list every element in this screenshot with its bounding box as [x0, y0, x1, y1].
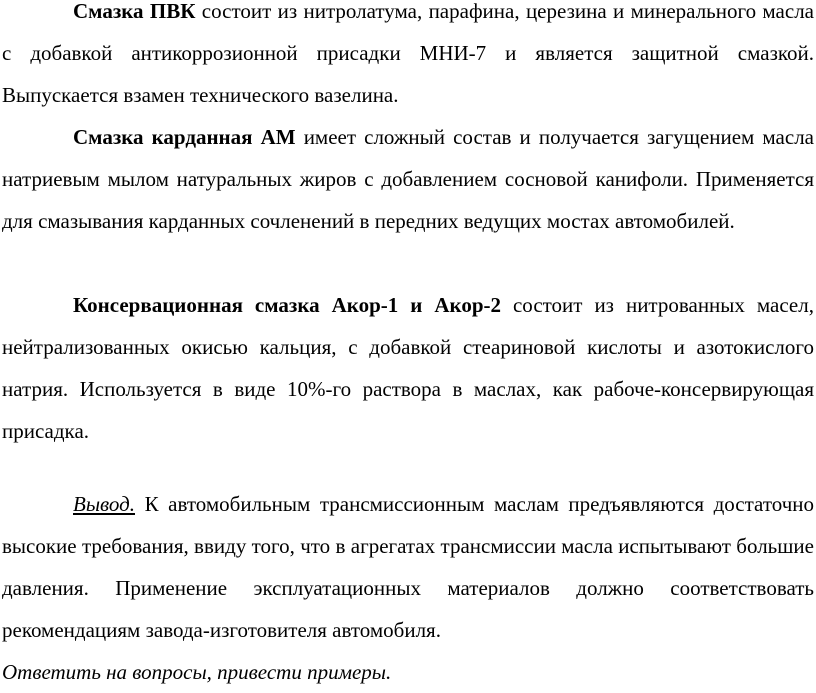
- conclusion-paragraph: [0, 483, 816, 651]
- task-line: Ответить на вопросы, привести примеры.: [2, 660, 392, 684]
- conclusion-text: К автомобильным трансмиссионным маслам предъявляются достаточно высокие требования, ввиду того, что в агрегатах трансмиссии масла испытывают большие давления. Применение эксплуатационных материалов должно соответствовать рекомендациям завода-изготовителя автомобиля.: [2, 492, 814, 642]
- paragraph-lead-pvk: Смазка ПВК: [73, 0, 196, 23]
- paragraph-text-akor: состоит из нитрованных масел, нейтрализованных окисью кальция, с добавкой стеариновой кислоты и азотокислого натрия. Используется в виде 10%-го раствора в маслах, как рабоче-консервирующая присадка.: [2, 293, 814, 443]
- paragraph-pvk: [0, 0, 816, 116]
- paragraph-text-pvk: состоит из нитролатума, парафина, церезина и минерального масла с добавкой антикоррозионной присадки МНИ-7 и является защитной смазкой. Выпускается взамен технического вазелина.: [2, 0, 815, 107]
- paragraph-lead-akor: Консервационная смазка Акор-1 и Акор-2: [73, 293, 501, 317]
- paragraph-lead-am: Смазка карданная АМ: [73, 125, 296, 149]
- paragraph-akor: [0, 284, 816, 452]
- conclusion-label: Вывод.: [73, 492, 135, 516]
- paragraph-am: [0, 116, 816, 242]
- paragraph-text-am: имеет сложный состав и получается загущением масла натриевым мылом натуральных жиров с добавлением сосновой канифоли. Применяется для смазывания карданных сочленений в передних ведущих мостах автомобилей.: [2, 125, 814, 233]
